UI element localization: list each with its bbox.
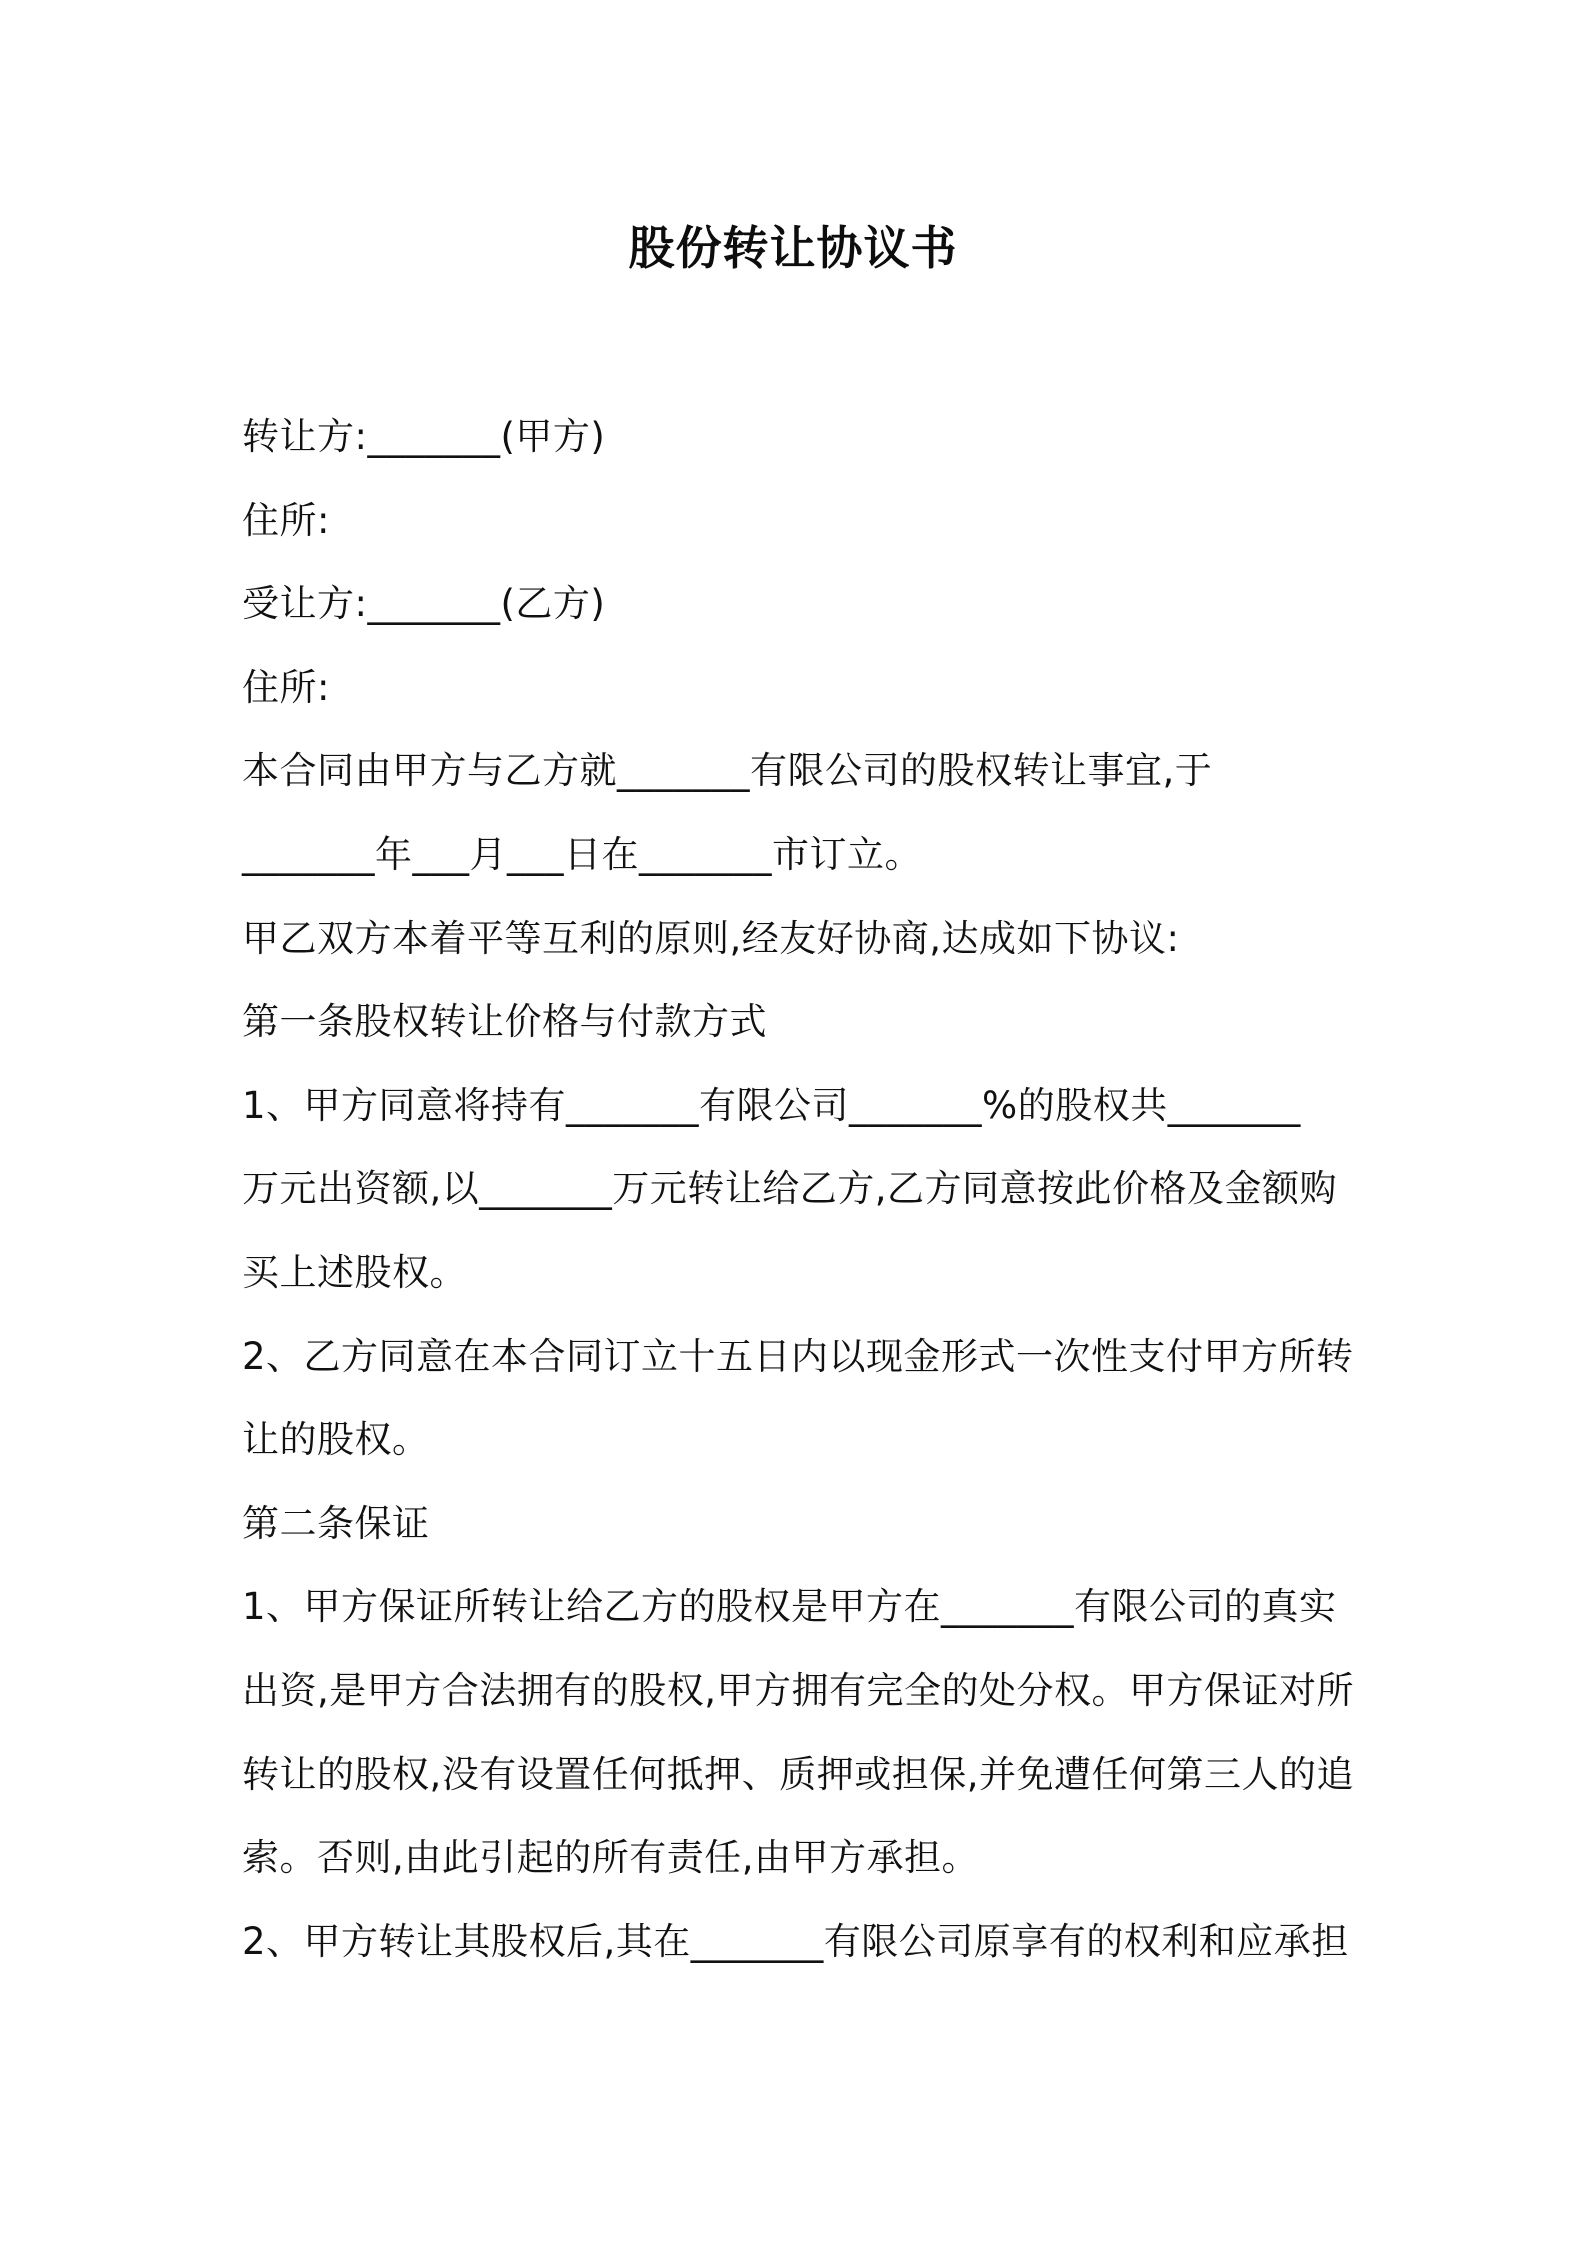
article-one-clause-2-line-2: 让的股权。	[242, 1418, 430, 1462]
article-two-clause-2-line-1: 2、甲方转让其股权后,其在_______有限公司原享有的权利和应承担	[242, 1919, 1349, 1963]
article-two-clause-1-line-1: 1、甲方保证所转让给乙方的股权是甲方在_______有限公司的真实	[242, 1585, 1337, 1629]
article-two-clause-1-line-4: 索。否则,由此引起的所有责任,由甲方承担。	[242, 1836, 980, 1880]
document-title: 股份转让协议书	[628, 221, 958, 275]
party-b-line: 受让方:_______(乙方)	[242, 582, 606, 626]
party-a-line: 转让方:_______(甲方)	[242, 415, 606, 458]
contract-date-place-line: _______年___月___日在_______市订立。	[242, 832, 922, 876]
contract-intro-line: 本合同由甲方与乙方就_______有限公司的股权转让事宜,于	[242, 749, 1213, 793]
agreement-preamble-line: 甲乙双方本着平等互利的原则,经友好协商,达成如下协议:	[242, 916, 1180, 960]
article-one-clause-1-line-3: 买上述股权。	[242, 1250, 467, 1294]
article-one-heading: 第一条股权转让价格与付款方式	[242, 1000, 767, 1044]
article-two-clause-1-line-3: 转让的股权,没有设置任何抵押、质押或担保,并免遭任何第三人的追	[242, 1752, 1355, 1796]
party-b-address-line: 住所:	[242, 665, 330, 709]
party-a-address-line: 住所:	[242, 498, 330, 542]
article-two-clause-1-line-2: 出资,是甲方合法拥有的股权,甲方拥有完全的处分权。甲方保证对所	[242, 1668, 1355, 1712]
article-one-clause-1-line-2: 万元出资额,以_______万元转让给乙方,乙方同意按此价格及金额购	[242, 1167, 1338, 1211]
article-one-clause-2-line-1: 2、乙方同意在本合同订立十五日内以现金形式一次性支付甲方所转	[242, 1334, 1354, 1378]
article-one-clause-1-line-1: 1、甲方同意将持有_______有限公司_______%的股权共_______	[242, 1083, 1301, 1127]
article-two-heading: 第二条保证	[242, 1501, 430, 1545]
document-body	[242, 405, 1362, 1993]
